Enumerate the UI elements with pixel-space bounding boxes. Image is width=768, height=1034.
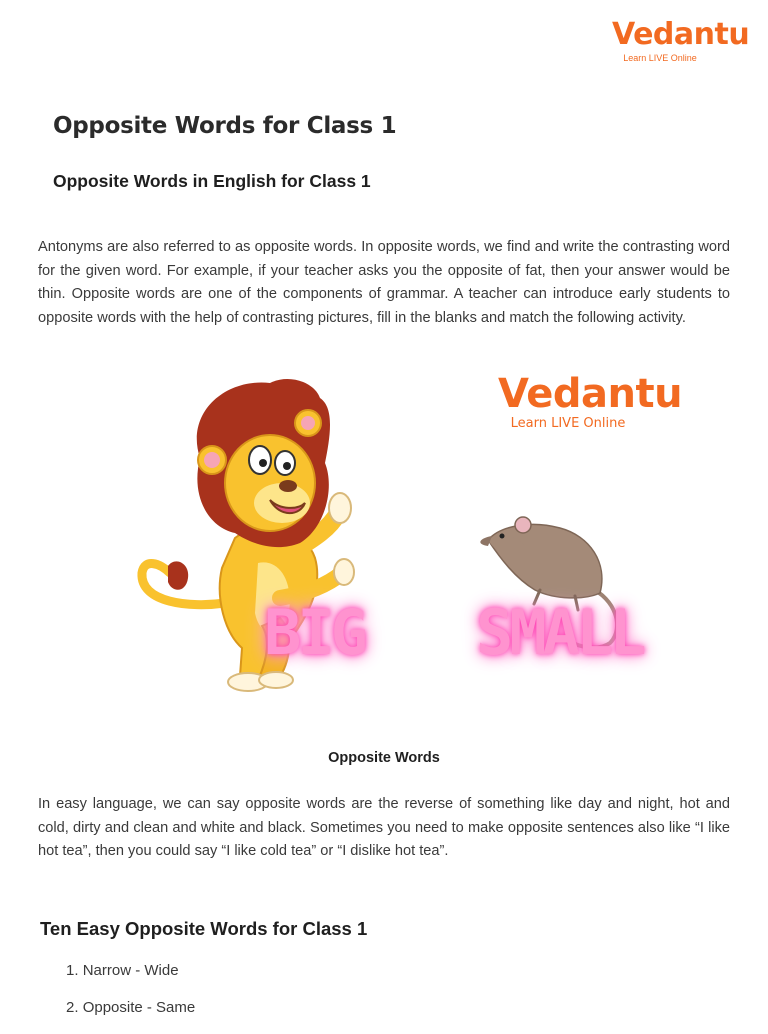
- list-item-text: Opposite - Same: [82, 999, 196, 1016]
- lion-nose: [279, 480, 297, 492]
- list-item: [66, 960, 195, 997]
- lion-eye: [249, 446, 271, 474]
- page-title: Opposite Words for Class 1: [53, 113, 397, 139]
- mouse-ear: [515, 517, 531, 533]
- list-item-number: 2.: [66, 999, 79, 1016]
- illustration-logo-tagline: Learn LIVE Online: [510, 416, 626, 431]
- mouse-eye: [500, 534, 505, 539]
- explanation-paragraph: In easy language, we can say opposite words are the reverse of something like day and night, hot and cold, dirty and clean and white and black. Sometimes you need to make opposite sentences also like “I like hot tea”, then you could say “I like cold tea” or “I dislike hot tea”.: [38, 796, 730, 859]
- list-item: [66, 997, 195, 1034]
- lion-ear-inner: [204, 452, 220, 468]
- illustration-logo: [498, 371, 683, 431]
- image-caption: Opposite Words: [328, 750, 440, 766]
- lion-ear-inner: [301, 416, 315, 430]
- lion-pupil: [283, 462, 291, 470]
- logo-brand: Vedantu: [612, 17, 750, 52]
- illustration-logo-brand: Vedantu: [498, 371, 683, 417]
- lion-paw: [329, 493, 351, 523]
- lion-tail-tuft: [168, 561, 188, 589]
- lion-paw: [334, 559, 354, 585]
- small-neon-label: SMALL: [476, 596, 643, 669]
- lion-foot: [259, 672, 293, 688]
- intro-paragraph: Antonyms are also referred to as opposite words. In opposite words, we find and write the contrasting word for the given word. For example, if your teacher asks you the opposite of fat, then your answer would be thin. Opposite words are one of the components of grammar. A teacher can introduce early students to opposite words with the help of contrasting pictures, fill in the blanks and match the following activity.: [38, 239, 730, 326]
- list-item-number: 1.: [66, 962, 79, 979]
- list-item-text: Narrow - Wide: [82, 962, 179, 979]
- big-small-illustration: [130, 368, 683, 698]
- lion-pupil: [259, 459, 267, 467]
- opposites-list: [66, 960, 195, 1034]
- list-heading: Ten Easy Opposite Words for Class 1: [40, 918, 368, 939]
- big-neon-label: BIG: [264, 596, 364, 669]
- page-subtitle: Opposite Words in English for Class 1: [53, 171, 371, 191]
- vedantu-logo: [612, 17, 750, 64]
- logo-tagline: Learn LIVE Online: [623, 53, 697, 63]
